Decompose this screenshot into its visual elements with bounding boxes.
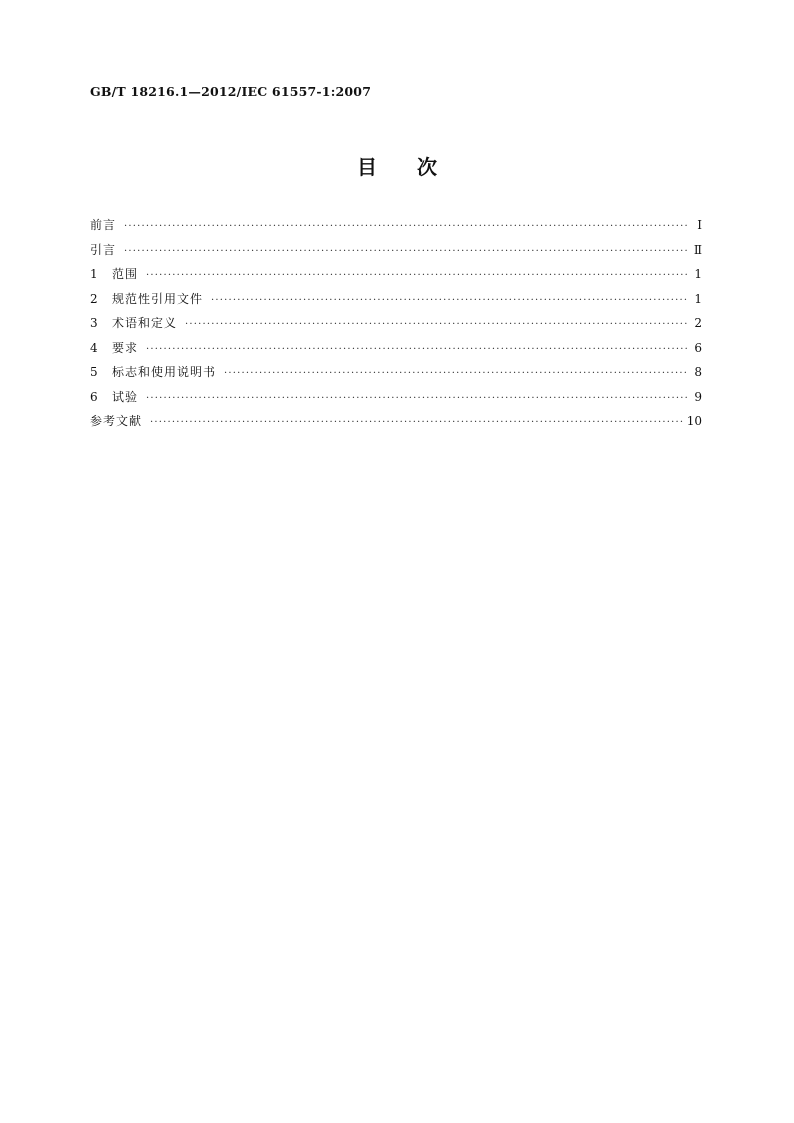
toc-entry-page: 1 <box>694 267 702 281</box>
toc-entry-number: 2 <box>90 291 98 306</box>
toc-dot-leader <box>146 344 688 355</box>
toc-entry-label: 要求 <box>112 340 139 355</box>
toc-entry-label: 规范性引用文件 <box>112 291 204 306</box>
toc-entry-requirements[interactable] <box>90 339 704 364</box>
table-of-contents <box>90 216 704 437</box>
toc-dot-leader <box>146 393 688 404</box>
toc-entry-number: 4 <box>90 340 98 355</box>
toc-entry-label: 范围 <box>112 267 139 281</box>
toc-entry-page: 10 <box>686 414 702 428</box>
toc-dot-leader <box>211 295 688 306</box>
toc-entry-tests[interactable] <box>90 388 704 413</box>
toc-dot-leader <box>150 417 683 428</box>
toc-entry-number: 6 <box>90 389 98 404</box>
toc-entry-scope[interactable] <box>90 265 704 290</box>
toc-entry-page: 9 <box>694 389 702 404</box>
toc-entry-introduction[interactable] <box>90 241 704 266</box>
toc-dot-leader <box>124 246 688 257</box>
toc-entry-page: 8 <box>694 365 702 379</box>
toc-entry-bibliography[interactable] <box>90 412 704 437</box>
toc-entry-page: 1 <box>694 291 702 306</box>
toc-entry-page: 2 <box>694 316 702 330</box>
toc-entry-normative-references[interactable] <box>90 290 704 315</box>
standard-code: GB/T 18216.1—2012/IEC 61557-1:2007 <box>90 84 372 99</box>
toc-dot-leader <box>124 221 688 232</box>
toc-entry-label: 引言 <box>90 242 117 257</box>
toc-entry-number: 1 <box>90 267 98 281</box>
toc-entry-page: Ⅰ <box>697 218 702 232</box>
toc-entry-label: 前言 <box>90 218 117 232</box>
toc-entry-marking-instructions[interactable] <box>90 363 704 388</box>
toc-entry-label: 术语和定义 <box>112 316 178 330</box>
toc-entry-page: 6 <box>694 340 702 355</box>
toc-dot-leader <box>224 368 688 379</box>
toc-entry-label: 标志和使用说明书 <box>112 365 217 379</box>
toc-dot-leader <box>185 319 688 330</box>
toc-entry-number: 5 <box>90 365 98 379</box>
toc-dot-leader <box>146 270 688 281</box>
toc-entry-foreword[interactable] <box>90 216 704 241</box>
toc-entry-terms-definitions[interactable] <box>90 314 704 339</box>
page-title: 目次 <box>357 155 477 179</box>
toc-entry-label: 参考文献 <box>90 414 143 428</box>
toc-entry-number: 3 <box>90 316 98 330</box>
toc-entry-page: Ⅱ <box>693 242 702 257</box>
toc-entry-label: 试验 <box>112 389 139 404</box>
